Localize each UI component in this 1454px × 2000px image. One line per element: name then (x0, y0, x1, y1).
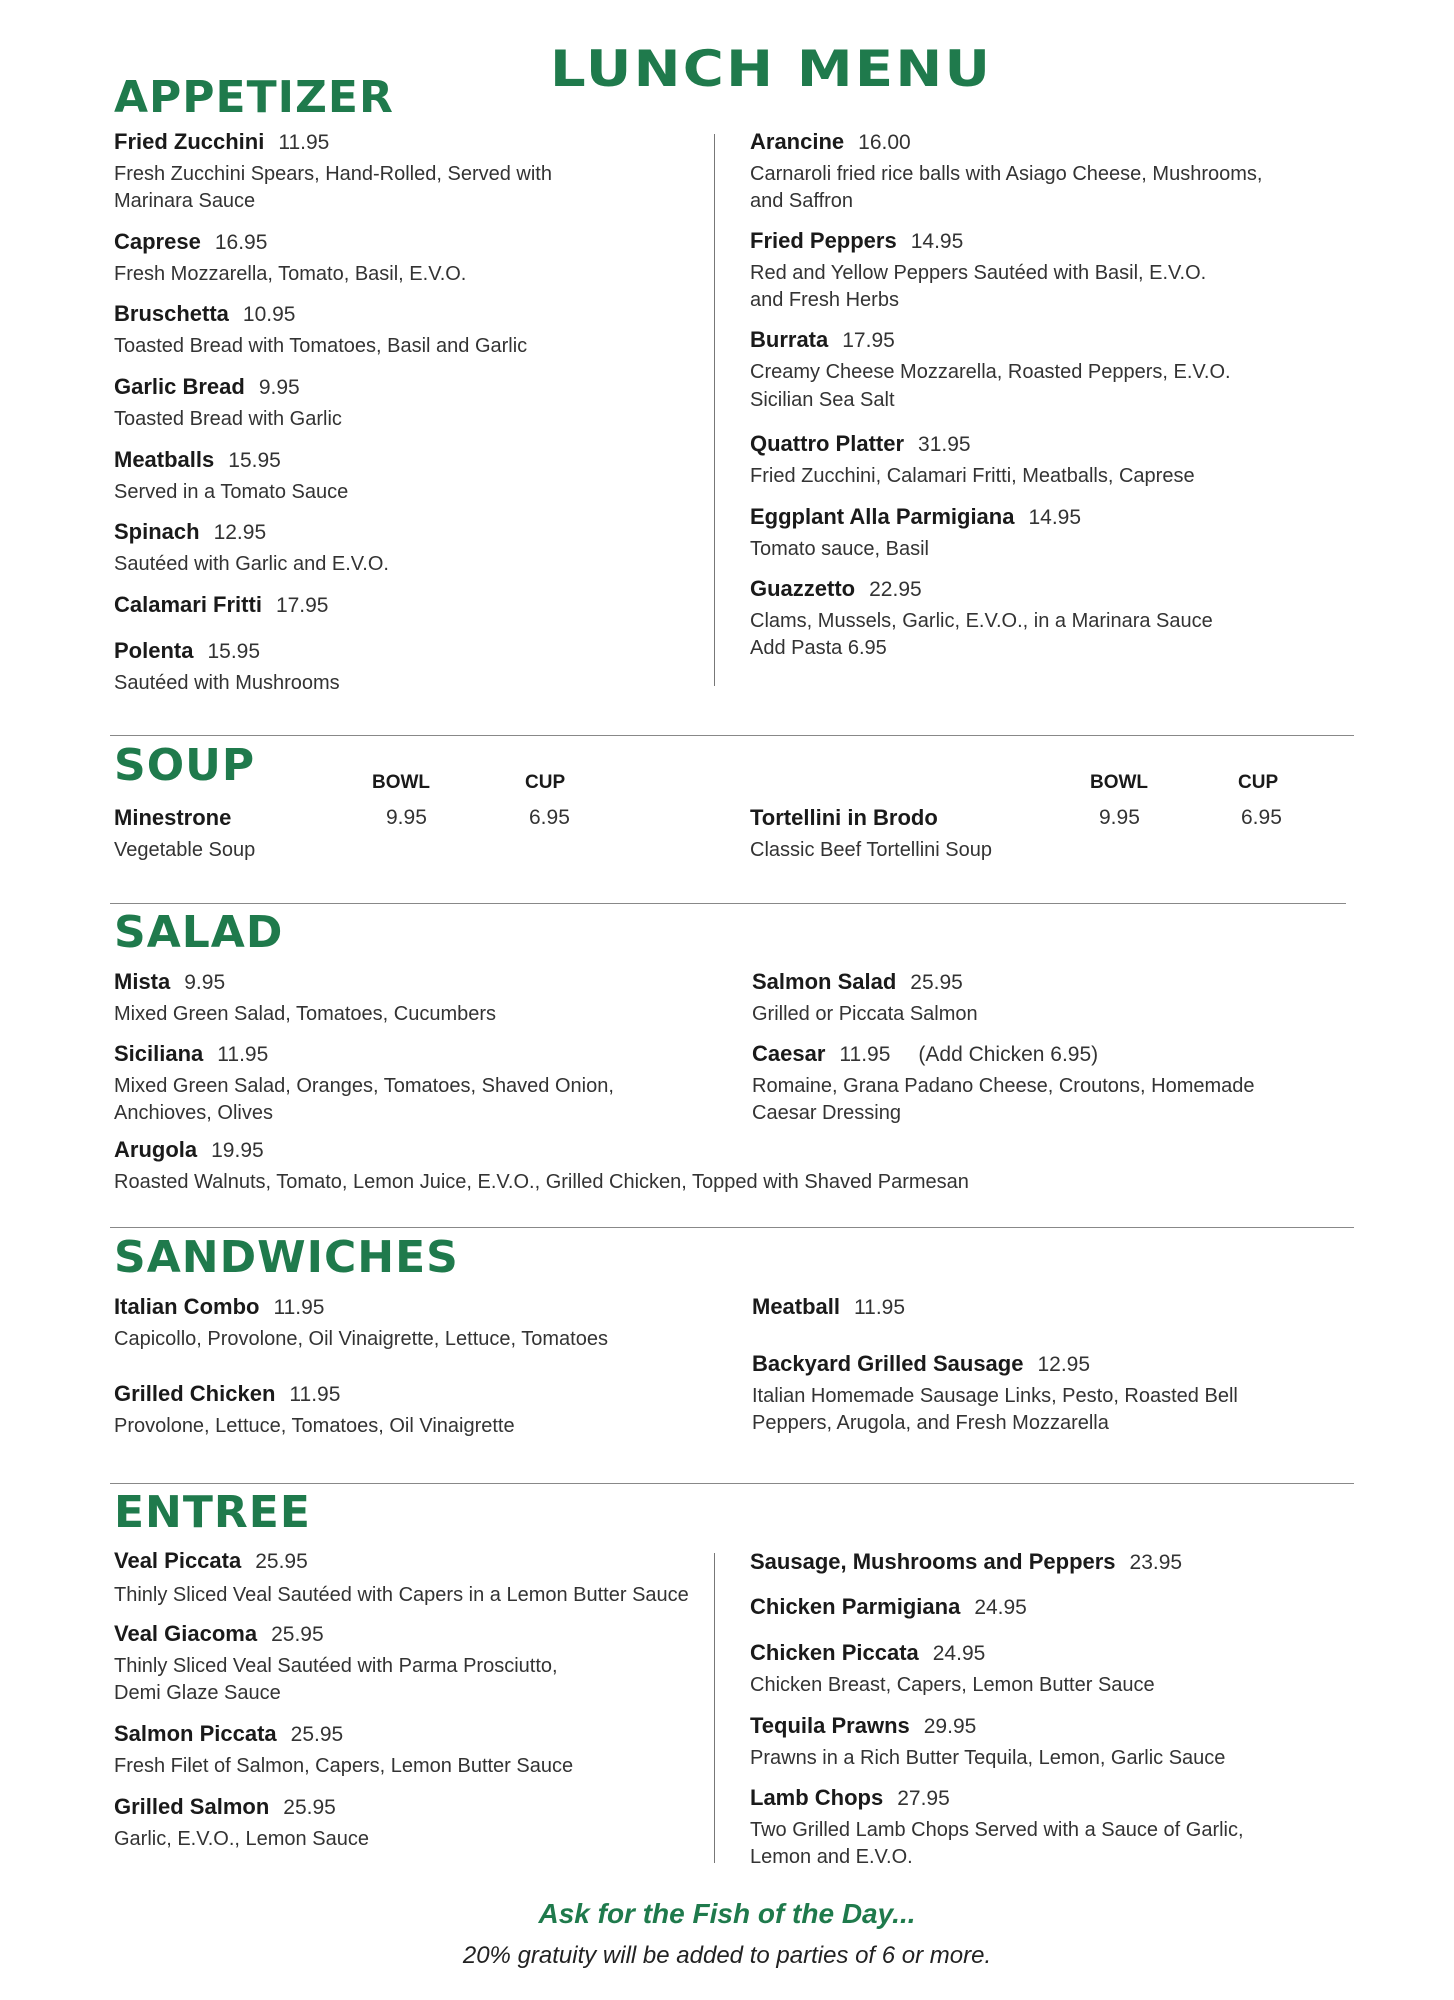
item-name: Garlic Bread (114, 374, 245, 399)
page-title: LUNCH MENU (550, 40, 993, 98)
item-price: 17.95 (275, 594, 329, 617)
item-name: Caesar (752, 1041, 826, 1066)
menu-item (750, 503, 1081, 563)
cup-price: 6.95 (1241, 806, 1282, 829)
item-price: 11.95 (839, 1043, 891, 1066)
item-price: 11.95 (217, 1043, 269, 1066)
item-desc: Mixed Green Salad, Tomatoes, Cucumbers (114, 1003, 497, 1025)
item-price: 31.95 (918, 433, 971, 456)
item-name: Arancine (750, 129, 845, 154)
item-price: 25.95 (910, 971, 963, 994)
salad-heading: SALAD (114, 907, 284, 958)
item-name: Siciliana (114, 1041, 204, 1066)
menu-item (114, 591, 329, 622)
item-desc: and Saffron (750, 190, 854, 212)
menu-item (750, 1593, 1027, 1624)
item-name: Burrata (750, 327, 829, 352)
item-price: 25.95 (283, 1796, 336, 1819)
item-price: 23.95 (1129, 1551, 1183, 1574)
item-price: 24.95 (974, 1596, 1027, 1619)
item-desc: Fresh Mozzarella, Tomato, Basil, E.V.O. (114, 263, 467, 285)
item-name: Guazzetto (750, 576, 856, 601)
item-desc: Roasted Walnuts, Tomato, Lemon Juice, E.V.O., Grilled Chicken, Topped with Shaved Parmesan (114, 1171, 969, 1193)
item-price: 9.95 (184, 971, 226, 994)
appetizer-heading: APPETIZER (114, 72, 394, 123)
menu-item (114, 637, 340, 697)
menu-item (114, 446, 348, 506)
cup-column-header: CUP (525, 772, 566, 793)
item-price: 15.95 (228, 449, 281, 472)
menu-item (750, 227, 1206, 314)
section-divider (110, 1227, 1354, 1228)
menu-item (114, 1720, 573, 1780)
item-name: Backyard Grilled Sausage (752, 1351, 1024, 1376)
soup-item (750, 804, 992, 864)
item-name: Chicken Parmigiana (750, 1594, 961, 1619)
item-name: Italian Combo (114, 1294, 260, 1319)
item-price: 25.95 (290, 1723, 344, 1746)
item-desc: Prawns in a Rich Butter Tequila, Lemon, Garlic Sauce (750, 1747, 1226, 1769)
menu-item (750, 1712, 1225, 1772)
item-desc: Grilled or Piccata Salmon (752, 1003, 978, 1025)
item-price: 16.95 (214, 231, 268, 254)
item-price: 12.95 (213, 521, 267, 544)
item-price: 25.95 (255, 1550, 308, 1573)
bowl-price: 9.95 (386, 806, 427, 829)
bowl-column-header: BOWL (1090, 772, 1149, 793)
item-price: 27.95 (897, 1787, 950, 1810)
item-desc: Vegetable Soup (114, 839, 256, 861)
item-price: 24.95 (932, 1642, 986, 1665)
gratuity-note: 20% gratuity will be added to parties of 6 or more. (462, 1942, 992, 1969)
item-desc: Served in a Tomato Sauce (114, 481, 349, 503)
menu-item (750, 1639, 1155, 1699)
section-divider (110, 735, 1354, 736)
item-price: 19.95 (211, 1139, 264, 1162)
item-name: Caprese (114, 229, 201, 254)
item-desc: Tomato sauce, Basil (750, 538, 929, 560)
item-price: 22.95 (869, 578, 922, 601)
menu-item (114, 1293, 608, 1353)
item-desc: Toasted Bread with Tomatoes, Basil and Garlic (114, 335, 528, 357)
item-price: 25.95 (271, 1623, 324, 1646)
item-name: Grilled Chicken (114, 1381, 276, 1406)
item-name: Tequila Prawns (750, 1713, 910, 1738)
item-desc: Italian Homemade Sausage Links, Pesto, Roasted Bell (752, 1385, 1238, 1407)
column-divider (714, 134, 715, 686)
item-desc: Creamy Cheese Mozzarella, Roasted Peppers, E.V.O. (750, 361, 1231, 383)
item-desc: Provolone, Lettuce, Tomatoes, Oil Vinaigrette (114, 1415, 515, 1437)
menu-item (752, 1350, 1238, 1437)
item-desc: Caesar Dressing (752, 1102, 901, 1124)
menu-item (114, 1136, 969, 1196)
item-desc: Mixed Green Salad, Oranges, Tomatoes, Shaved Onion, (114, 1075, 614, 1097)
item-desc: Classic Beef Tortellini Soup (750, 839, 992, 861)
item-price: 11.95 (273, 1296, 325, 1319)
section-divider (110, 1483, 1354, 1484)
item-name: Lamb Chops (750, 1785, 884, 1810)
item-desc: Thinly Sliced Veal Sautéed with Parma Prosciutto, (114, 1655, 558, 1677)
menu-item (752, 968, 978, 1028)
item-name: Eggplant Alla Parmigiana (750, 504, 1015, 529)
item-desc: Peppers, Arugola, and Fresh Mozzarella (752, 1412, 1109, 1434)
item-desc: Garlic, E.V.O., Lemon Sauce (114, 1828, 369, 1850)
menu-item (750, 575, 1213, 662)
menu-item (114, 1793, 369, 1853)
item-name: Veal Giacoma (114, 1621, 258, 1646)
item-desc: Fried Zucchini, Calamari Fritti, Meatballs, Caprese (750, 465, 1195, 487)
item-name: Salmon Piccata (114, 1721, 277, 1746)
item-desc: Fresh Filet of Salmon, Capers, Lemon Butter Sauce (114, 1755, 574, 1777)
bowl-column-header: BOWL (372, 772, 431, 793)
item-desc: Sautéed with Garlic and E.V.O. (114, 553, 389, 575)
item-name: Meatballs (114, 447, 215, 472)
item-price: 11.95 (289, 1383, 341, 1406)
item-name: Bruschetta (114, 301, 229, 326)
item-desc: Romaine, Grana Padano Cheese, Croutons, Homemade (752, 1075, 1255, 1097)
item-price: 17.95 (842, 329, 895, 352)
menu-item (752, 1293, 905, 1324)
item-name: Mista (114, 969, 171, 994)
menu-item (114, 228, 466, 288)
column-divider (714, 1553, 715, 1863)
item-price: 16.00 (858, 131, 911, 154)
item-name: Salmon Salad (752, 969, 897, 994)
menu-item (750, 1548, 1182, 1579)
item-name: Minestrone (114, 805, 232, 830)
menu-item (114, 300, 527, 360)
item-desc: Sicilian Sea Salt (750, 389, 895, 411)
soup-heading: SOUP (114, 740, 256, 791)
item-desc: Red and Yellow Peppers Sautéed with Basil, E.V.O. (750, 262, 1207, 284)
item-desc: Clams, Mussels, Garlic, E.V.O., in a Marinara Sauce (750, 610, 1213, 632)
menu-item (752, 1040, 1255, 1127)
cup-column-header: CUP (1238, 772, 1279, 793)
menu-item (114, 518, 389, 578)
section-divider (110, 903, 1346, 904)
item-desc: Chicken Breast, Capers, Lemon Butter Sauce (750, 1674, 1155, 1696)
item-name: Sausage, Mushrooms and Peppers (750, 1549, 1116, 1574)
item-price: 10.95 (242, 303, 296, 326)
item-name: Quattro Platter (750, 431, 905, 456)
item-desc: Two Grilled Lamb Chops Served with a Sauce of Garlic, (750, 1819, 1244, 1841)
item-desc: and Fresh Herbs (750, 289, 899, 311)
item-name: Grilled Salmon (114, 1794, 270, 1819)
menu-item (750, 326, 1231, 414)
bowl-price: 9.95 (1099, 806, 1140, 829)
menu-item (114, 128, 552, 215)
item-price: 9.95 (258, 376, 300, 399)
item-price: 14.95 (910, 230, 964, 253)
item-name: Calamari Fritti (114, 592, 262, 617)
item-name: Fried Peppers (750, 228, 897, 253)
menu-item (114, 968, 496, 1028)
item-price: 29.95 (923, 1715, 977, 1738)
item-name: Arugola (114, 1137, 198, 1162)
cup-price: 6.95 (529, 806, 570, 829)
menu-item (750, 430, 1195, 490)
item-desc: Add Pasta 6.95 (750, 637, 887, 659)
item-desc: Anchioves, Olives (114, 1102, 273, 1124)
item-desc: Demi Glaze Sauce (114, 1682, 281, 1704)
item-name: Veal Piccata (114, 1548, 242, 1573)
item-desc: Capicollo, Provolone, Oil Vinaigrette, Lettuce, Tomatoes (114, 1328, 608, 1350)
menu-item (114, 1040, 614, 1127)
item-name: Tortellini in Brodo (750, 805, 938, 830)
item-desc: Thinly Sliced Veal Sautéed with Capers in a Lemon Butter Sauce (114, 1584, 689, 1606)
item-price: 11.95 (854, 1296, 906, 1319)
item-price: 11.95 (278, 131, 330, 154)
item-price: 15.95 (207, 640, 261, 663)
sandwiches-heading: SANDWICHES (114, 1232, 459, 1283)
item-price: 14.95 (1028, 506, 1082, 529)
menu-item (114, 1380, 515, 1440)
item-price: 12.95 (1037, 1353, 1091, 1376)
menu-item (750, 1784, 1244, 1871)
item-name: Fried Zucchini (114, 129, 265, 154)
menu-item (114, 1620, 558, 1707)
item-desc: Lemon and E.V.O. (750, 1846, 913, 1868)
menu-item (114, 373, 342, 433)
item-desc: Fresh Zucchini Spears, Hand-Rolled, Served with (114, 163, 552, 185)
menu-item (114, 1547, 689, 1609)
item-desc: Sautéed with Mushrooms (114, 672, 340, 694)
item-name: Meatball (752, 1294, 841, 1319)
soup-item (114, 804, 255, 864)
item-name: Spinach (114, 519, 200, 544)
item-name: Polenta (114, 638, 194, 663)
entree-heading: ENTREE (114, 1487, 311, 1538)
item-desc: Carnaroli fried rice balls with Asiago Cheese, Mushrooms, (750, 163, 1263, 185)
fish-of-the-day-note: Ask for the Fish of the Day... (538, 1898, 916, 1929)
item-desc: Toasted Bread with Garlic (114, 408, 342, 430)
item-extra: (Add Chicken 6.95) (918, 1043, 1099, 1066)
item-desc: Marinara Sauce (114, 190, 256, 212)
item-name: Chicken Piccata (750, 1640, 919, 1665)
menu-item (750, 128, 1262, 215)
